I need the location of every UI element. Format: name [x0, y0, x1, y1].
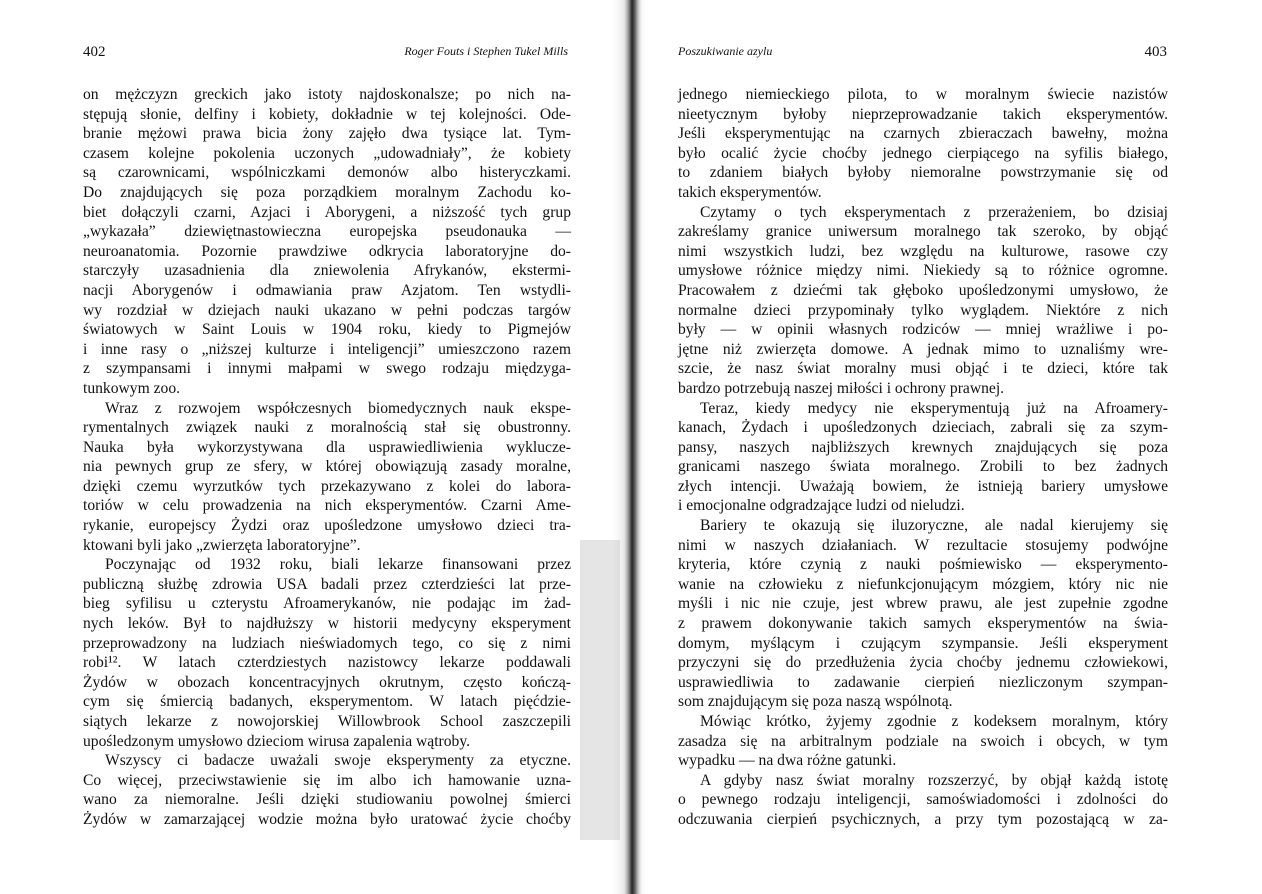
book-gutter-shadow [570, 0, 680, 894]
text-line: domym, myślącym i czującym szympansie. Jeśli eksperyment [678, 634, 1168, 652]
text-line: nia pewnych grup ze sfery, w której obowiązują zasady moralne, [83, 458, 571, 476]
text-line: on mężczyzn greckich jako istoty najdoskonalsze; po nich na- [83, 86, 571, 103]
text-line: Teraz, kiedy medycy nie eksperymentują już na Afroamery- [700, 399, 1168, 417]
text-line: o pewnego rodzaju inteligencji, samoświadomości i zdolności do [678, 791, 1168, 809]
text-line: Pracowałem z dziećmi tak głęboko upośledzonymi umysłowo, że [678, 281, 1168, 299]
text-line: siątych lekarze z nowojorskiej Willowbrook School zaszczepili [83, 713, 571, 730]
text-line: Nauka była wykorzystywana dla usprawiedliwienia wyklucze- [83, 438, 571, 456]
text-line: nimi wszystkich ludzi, bez względu na kulturowe, rasowe czy [678, 242, 1168, 260]
running-head-left: Roger Fouts i Stephen Tukel Mills [404, 44, 568, 58]
text-line: wy rozdział w dziejach nauki ukazano w pełni podczas targów [83, 301, 571, 319]
text-line: wano za niemoralne. Jeśli dzięki studiowaniu powolnej śmierci [83, 791, 571, 809]
text-line: z prawem dokonywanie takich samych eksperymentów na świa- [678, 615, 1168, 633]
text-line: umysłowe różnice między nimi. Niekiedy są to różnice ogromne. [678, 262, 1168, 280]
text-line: to zdaniem białych byłoby niemoralne powstrzymanie się od [678, 164, 1168, 182]
text-line: som znajdującym się poza naszą wspólnotą. [678, 693, 953, 711]
text-line: Wraz z rozwojem współczesnych biomedycznych nauk ekspe- [105, 399, 571, 417]
text-line: neuroanatomia. Pozornie prawdziwe odkrycia laboratoryjne do- [83, 242, 571, 260]
text-line: nimi w naszych działaniach. W rezultacie stosujemy podwójne [678, 536, 1168, 554]
text-line: Czytamy o tych eksperymentach z przerażeniem, bo dzisiaj [700, 203, 1168, 221]
text-line: jętne niż zwierzęta domowe. A jednak mimo to uznaliśmy wre- [678, 340, 1168, 358]
text-line: upośledzonym umysłowo dzieciom wirusa zapalenia wątroby. [83, 732, 470, 750]
left-page [0, 0, 600, 894]
text-line: takich eksperymentów. [678, 183, 822, 201]
text-line: bardzo potrzebują naszej miłości i ochrony prawnej. [678, 379, 1005, 397]
text-line: ktowani byli jako „zwierzęta laboratoryjne”. [83, 536, 361, 554]
text-line: Mówiąc krótko, żyjemy zgodnie z kodeksem moralnym, który [700, 713, 1168, 730]
text-line: biet dołączyli czarni, Azjaci i Aborygeni, a niższość tych grup [83, 203, 571, 221]
text-line: A gdyby nasz świat moralny rozszerzyć, by objął każdą istotę [700, 771, 1168, 789]
text-line: rykanie, europejscy Żydzi oraz upośledzone umysłowo dzieci tra- [83, 517, 571, 535]
page-number-left: 402 [83, 44, 106, 60]
text-line: robi¹². W latach czterdziestych nazistowcy lekarze poddawali [83, 654, 571, 672]
text-line: myśli i nic nie czuje, jest wbrew prawu, ale jest zupełnie zgodne [678, 595, 1168, 613]
running-head-right: Poszukiwanie azylu [678, 44, 773, 58]
text-line: publiczną służbę zdrowia USA badali przez czterdzieści lat prze- [83, 575, 571, 593]
text-line: czasem kolejne pokolenia uczonych „udowadniały”, że kobiety [83, 144, 571, 162]
text-line: normalne dzieci przypominały tylko wyglądem. Niektóre z nich [678, 301, 1168, 319]
text-line: Do znajdujących się poza porządkiem moralnym Zachodu ko- [83, 183, 571, 201]
text-line: dzięki czemu wyrzutków tych przekazywano z kolei do labora- [83, 477, 571, 495]
text-line: wanie na człowieku z niefunkcjonującym mózgiem, który nic nie [678, 575, 1168, 593]
text-line: nieetycznym byłoby nieprzeprowadzanie takich eksperymentów. [678, 105, 1168, 123]
text-line: były — w opinii własnych rodziców — mniej wrażliwe i po- [678, 321, 1168, 339]
text-line: Co więcej, przeciwstawienie się im albo ich hamowanie uzna- [83, 771, 571, 789]
text-line: było ocalić życie choćby jednego cierpiącego na syfilis białego, [678, 144, 1168, 162]
text-line: wypadku — na dwa różne gatunki. [678, 752, 897, 770]
text-line: są czarownicami, wspólniczkami demonów albo histeryczkami. [83, 164, 571, 182]
text-line: złych intencji. Uważają bowiem, że istnieją bariery umysłowe [678, 477, 1168, 495]
text-line: Jeśli eksperymentując na czarnych zbieraczach bawełny, można [678, 125, 1168, 143]
text-line: nacji Aborygenów i odmawiania praw Azjatom. Ten wstydli- [83, 281, 571, 299]
text-line: i emocjonalne odgradzające ludzi od nieludzi. [678, 497, 965, 515]
text-line: cym się śmiercią badanych, eksperymentom. W latach pięćdzie- [83, 693, 571, 711]
text-line: starczyły uzasadnienia dla zniewolenia Afrykanów, ekstermi- [83, 262, 571, 280]
text-line: przeprowadzony na ludziach nieświadomych tego, co się z nimi [83, 634, 571, 652]
text-line: światowych w Saint Louis w 1904 roku, kiedy to Pigmejów [83, 321, 571, 339]
left-page-body [83, 85, 571, 830]
text-line: zakreślamy granice uniwersum moralnego tak szeroko, by objąć [678, 223, 1168, 241]
text-line: i inne rasy o „niższej kulturze i inteligencji” umieszczono razem [83, 340, 571, 358]
text-line: „wykazała” dziewiętnastowieczna europejska pseudonauka — [83, 223, 571, 241]
text-line: Żydów w obozach koncentracyjnych okrutnym, często kończą- [83, 673, 571, 691]
text-line: Poczynając od 1932 roku, biali lekarze finansowani przez [105, 556, 571, 574]
text-line: kanach, Żydach i upośledzonych dzieciach, zabrali się za szym- [678, 419, 1168, 437]
page-number-right: 403 [1144, 44, 1167, 60]
text-line: Bariery te okazują się iluzoryczne, ale nadal kierujemy się [700, 517, 1168, 535]
text-line: jednego niemieckiego pilota, to w moralnym świecie nazistów [678, 86, 1168, 103]
text-line: Wszyscy ci badacze uważali swoje eksperymenty za etyczne. [105, 752, 571, 770]
text-line: usprawiedliwia to zadawanie cierpień niezliczonym szympan- [678, 673, 1168, 691]
text-line: stępują słonie, delfiny i kobiety, dokładnie w tej kolejności. Ode- [83, 105, 571, 123]
text-line: z szympansami i innymi małpami w swego rodzaju międzyga- [83, 360, 571, 378]
text-line: nych leków. Był to najdłuższy w historii medycyny eksperyment [83, 615, 571, 633]
right-page [640, 0, 1262, 894]
text-line: zasadza się na arbitralnym podziale na swoich i obcych, w tym [678, 732, 1168, 750]
text-line: przyczyni się do przedłużenia życia choćby jednemu człowiekowi, [678, 654, 1168, 672]
text-line: tunkowym zoo. [83, 379, 181, 397]
text-line: pansy, naszych najbliższych krewnych znajdujących się poza [678, 438, 1168, 456]
right-page-body [678, 85, 1168, 830]
text-line: rymentalnych związek nauki z moralnością stał się obustronny. [83, 419, 571, 437]
text-line: branie mężowi prawa bicia żony zajęło dwa tysiące lat. Tym- [83, 125, 571, 143]
text-line: odczuwania cierpień psychicznych, a przy tym pozostającą w za- [678, 810, 1168, 828]
text-line: toriów w celu prowadzenia na nich eksperymentów. Czarni Ame- [83, 497, 571, 515]
text-line: granicami naszego świata moralnego. Zrobili to bez żadnych [678, 458, 1168, 476]
text-line: szcie, że nasz świat moralny musi objąć i te dzieci, które tak [678, 360, 1168, 378]
text-line: Żydów w zamarzającej wodzie można było uratować życie choćby [83, 810, 571, 828]
text-line: kryteria, które czynią z nauki pośmiewisko — eksperymento- [678, 556, 1168, 574]
text-line: bieg syfilisu u czterystu Afroamerykanów, nie podając im żad- [83, 595, 571, 613]
